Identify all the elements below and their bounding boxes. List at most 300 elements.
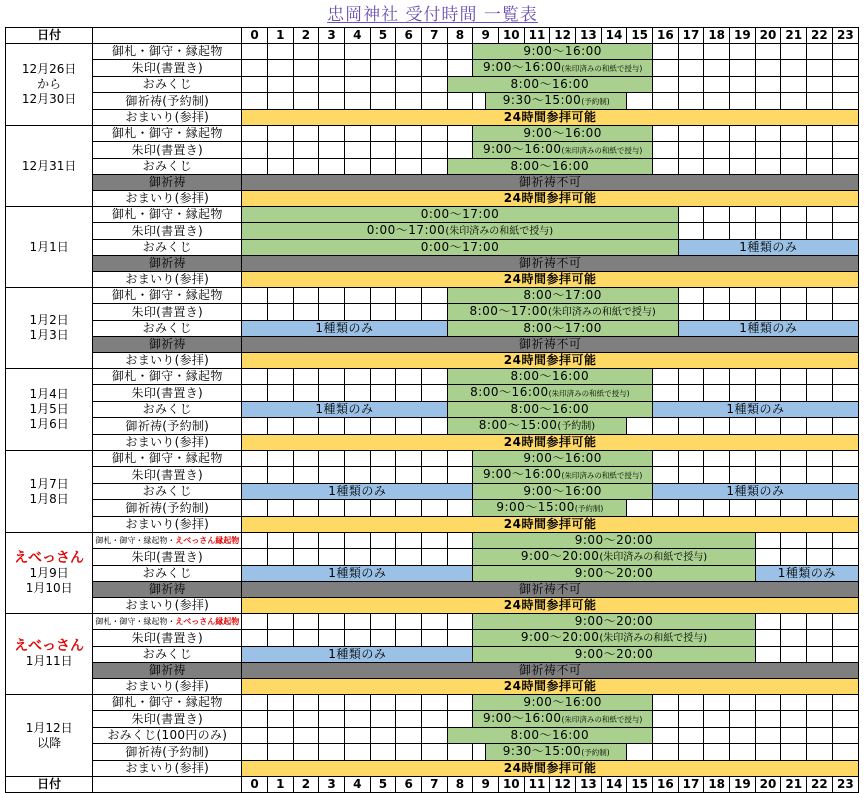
- empty-slot: [807, 467, 833, 484]
- empty-slot: [267, 549, 293, 566]
- date-line: 12月30日: [21, 92, 77, 106]
- hour-label: 6: [396, 777, 422, 793]
- empty-slot: [755, 695, 781, 711]
- empty-slot: [396, 126, 422, 142]
- empty-slot: [832, 500, 858, 517]
- hour-label: 13: [575, 28, 601, 44]
- empty-slot: [267, 93, 293, 110]
- empty-slot: [781, 369, 807, 385]
- hour-label: 5: [370, 777, 396, 793]
- schedule-row: [6, 663, 859, 679]
- empty-slot: [267, 451, 293, 467]
- service-label: 御祈祷: [93, 582, 242, 598]
- empty-slot: [344, 549, 370, 566]
- time-bar: [447, 385, 652, 402]
- time-bar: [473, 500, 627, 517]
- schedule-row: [6, 337, 859, 353]
- empty-slot: [832, 728, 858, 744]
- empty-slot: [242, 711, 268, 728]
- hour-label: 18: [704, 28, 730, 44]
- service-label: 御札・御守・縁起物: [93, 126, 242, 142]
- empty-slot: [319, 451, 345, 467]
- empty-slot: [293, 500, 319, 517]
- empty-slot: [678, 77, 704, 93]
- time-bar: [473, 126, 653, 142]
- empty-slot: [704, 418, 730, 435]
- service-label-prefix: 御札・御守・縁起物・: [95, 617, 176, 626]
- empty-slot: [242, 385, 268, 402]
- empty-slot: [421, 467, 447, 484]
- empty-slot: [730, 44, 756, 60]
- service-label: 御祈祷(予約制): [93, 93, 242, 110]
- empty-slot: [678, 223, 704, 240]
- empty-slot: [807, 744, 833, 761]
- empty-slot: [319, 744, 345, 761]
- empty-slot: [781, 142, 807, 159]
- date-cell: [6, 533, 93, 614]
- hour-label: 2: [293, 777, 319, 793]
- hour-label: 3: [319, 777, 345, 793]
- empty-slot: [755, 728, 781, 744]
- time-bar-text: 1種類のみ: [315, 321, 374, 335]
- time-bar-text: 8:00〜17:00: [469, 304, 548, 318]
- time-bar: [242, 321, 447, 337]
- empty-slot: [653, 451, 679, 467]
- empty-slot: [319, 533, 345, 549]
- empty-slot: [781, 207, 807, 223]
- empty-slot: [370, 728, 396, 744]
- empty-slot: [267, 77, 293, 93]
- empty-slot: [730, 159, 756, 175]
- empty-slot: [293, 304, 319, 321]
- date-cell: [6, 288, 93, 369]
- empty-slot: [267, 711, 293, 728]
- empty-slot: [293, 77, 319, 93]
- time-bar: [473, 484, 653, 500]
- empty-slot: [396, 44, 422, 60]
- hour-label: 17: [678, 28, 704, 44]
- hour-label: 9: [473, 777, 499, 793]
- empty-slot: [396, 77, 422, 93]
- empty-slot: [344, 711, 370, 728]
- hour-label: 16: [653, 777, 679, 793]
- schedule-row: [6, 695, 859, 711]
- hour-label: 20: [755, 28, 781, 44]
- time-bar: [242, 679, 859, 695]
- empty-slot: [421, 614, 447, 630]
- date-cell: [6, 695, 93, 777]
- empty-slot: [678, 369, 704, 385]
- empty-slot: [678, 744, 704, 761]
- schedule-row: [6, 402, 859, 418]
- time-bar-text: 9:00〜15:00: [496, 500, 575, 514]
- time-bar: [242, 663, 859, 679]
- time-bar-text: 1種類のみ: [739, 240, 798, 254]
- empty-slot: [781, 711, 807, 728]
- hour-label: 8: [447, 28, 473, 44]
- time-bar-text: 24時間参拝可能: [503, 353, 597, 367]
- time-bar: [242, 647, 473, 663]
- empty-slot: [755, 93, 781, 110]
- time-bar: [242, 175, 859, 191]
- empty-slot: [447, 630, 473, 647]
- schedule-row: [6, 240, 859, 256]
- empty-slot: [807, 126, 833, 142]
- empty-slot: [755, 451, 781, 467]
- empty-slot: [242, 159, 268, 175]
- empty-slot: [730, 385, 756, 402]
- time-bar: [678, 240, 858, 256]
- empty-slot: [704, 93, 730, 110]
- empty-slot: [242, 126, 268, 142]
- empty-slot: [370, 126, 396, 142]
- time-bar: [242, 484, 473, 500]
- empty-slot: [678, 288, 704, 304]
- empty-slot: [447, 711, 473, 728]
- time-bar-text: 1種類のみ: [328, 484, 387, 498]
- empty-slot: [781, 159, 807, 175]
- time-bar: [486, 744, 627, 761]
- schedule-row: [6, 614, 859, 630]
- empty-slot: [396, 418, 422, 435]
- date-line: 1月5日: [29, 402, 69, 416]
- time-bar: [653, 484, 859, 500]
- hour-label: 19: [730, 777, 756, 793]
- hour-label: 12: [550, 777, 576, 793]
- empty-slot: [344, 93, 370, 110]
- empty-slot: [396, 304, 422, 321]
- schedule-row: [6, 304, 859, 321]
- empty-slot: [293, 93, 319, 110]
- empty-slot: [755, 369, 781, 385]
- empty-slot: [755, 304, 781, 321]
- empty-slot: [832, 695, 858, 711]
- date-line: 12月26日: [21, 62, 77, 76]
- time-bar: [447, 321, 678, 337]
- empty-slot: [242, 60, 268, 77]
- empty-slot: [755, 500, 781, 517]
- schedule-row: [6, 744, 859, 761]
- empty-slot: [832, 451, 858, 467]
- empty-slot: [704, 288, 730, 304]
- time-bar: [242, 566, 473, 582]
- schedule-row: [6, 582, 859, 598]
- empty-slot: [396, 549, 422, 566]
- service-label: 御札・御守・縁起物: [93, 369, 242, 385]
- empty-slot: [781, 451, 807, 467]
- time-bar: [242, 353, 859, 369]
- schedule-row: [6, 517, 859, 533]
- empty-slot: [242, 288, 268, 304]
- empty-slot: [370, 711, 396, 728]
- empty-slot: [755, 142, 781, 159]
- empty-slot: [781, 728, 807, 744]
- empty-slot: [807, 207, 833, 223]
- empty-slot: [730, 369, 756, 385]
- empty-slot: [267, 369, 293, 385]
- service-label: 朱印(書置き): [93, 549, 242, 566]
- time-bar: [242, 223, 678, 240]
- time-bar: [447, 418, 627, 435]
- service-label: 朱印(書置き): [93, 304, 242, 321]
- empty-slot: [319, 500, 345, 517]
- schedule-row: [6, 44, 859, 60]
- empty-slot: [678, 451, 704, 467]
- empty-slot: [704, 159, 730, 175]
- time-bar: [447, 159, 652, 175]
- empty-slot: [267, 159, 293, 175]
- item-header-blank: [93, 28, 242, 44]
- empty-slot: [396, 60, 422, 77]
- empty-slot: [755, 207, 781, 223]
- hour-label: 3: [319, 28, 345, 44]
- hour-label: 0: [242, 28, 268, 44]
- empty-slot: [678, 385, 704, 402]
- empty-slot: [781, 500, 807, 517]
- empty-slot: [293, 44, 319, 60]
- schedule-row: [6, 159, 859, 175]
- empty-slot: [832, 369, 858, 385]
- hour-label: 1: [267, 28, 293, 44]
- time-bar: [473, 467, 653, 484]
- empty-slot: [781, 288, 807, 304]
- empty-slot: [319, 44, 345, 60]
- empty-slot: [447, 467, 473, 484]
- empty-slot: [293, 288, 319, 304]
- empty-slot: [807, 159, 833, 175]
- schedule-row: [6, 272, 859, 288]
- empty-slot: [344, 695, 370, 711]
- time-bar-text: 8:00〜16:00: [470, 385, 549, 399]
- empty-slot: [678, 711, 704, 728]
- time-bar-text: 24時間参拝可能: [503, 517, 597, 531]
- empty-slot: [421, 44, 447, 60]
- empty-slot: [755, 60, 781, 77]
- date-cell: [6, 126, 93, 207]
- empty-slot: [319, 77, 345, 93]
- empty-slot: [730, 451, 756, 467]
- empty-slot: [421, 711, 447, 728]
- empty-slot: [447, 126, 473, 142]
- empty-slot: [755, 44, 781, 60]
- schedule-row: [6, 435, 859, 451]
- empty-slot: [267, 60, 293, 77]
- time-bar: [473, 44, 653, 60]
- empty-slot: [421, 93, 447, 110]
- empty-slot: [832, 223, 858, 240]
- empty-slot: [781, 614, 807, 630]
- empty-slot: [370, 159, 396, 175]
- empty-slot: [344, 385, 370, 402]
- time-bar-text: 9:30〜15:00: [502, 744, 582, 758]
- time-bar-text: 9:00〜16:00: [523, 484, 602, 498]
- empty-slot: [344, 142, 370, 159]
- empty-slot: [242, 744, 268, 761]
- hour-label: 6: [396, 28, 422, 44]
- hour-label: 14: [601, 28, 627, 44]
- service-label: 朱印(書置き): [93, 711, 242, 728]
- time-bar: [653, 402, 859, 418]
- time-bar-text: 1種類のみ: [328, 566, 387, 580]
- service-label: 朱印(書置き): [93, 385, 242, 402]
- empty-slot: [755, 647, 781, 663]
- time-bar: [473, 533, 755, 549]
- empty-slot: [319, 159, 345, 175]
- hour-label: 12: [550, 28, 576, 44]
- empty-slot: [653, 467, 679, 484]
- empty-slot: [242, 533, 268, 549]
- empty-slot: [267, 500, 293, 517]
- service-label: おまいり(参拝): [93, 761, 242, 777]
- schedule-row: [6, 60, 859, 77]
- empty-slot: [370, 549, 396, 566]
- schedule-row: [6, 385, 859, 402]
- time-bar-text: 24時間参拝可能: [503, 761, 597, 775]
- empty-slot: [370, 44, 396, 60]
- schedule-row: [6, 418, 859, 435]
- hour-label: 22: [807, 28, 833, 44]
- empty-slot: [319, 711, 345, 728]
- empty-slot: [421, 77, 447, 93]
- empty-slot: [267, 467, 293, 484]
- empty-slot: [653, 77, 679, 93]
- empty-slot: [807, 728, 833, 744]
- empty-slot: [704, 60, 730, 77]
- time-bar-note: (予約制): [581, 748, 610, 757]
- empty-slot: [344, 418, 370, 435]
- time-bar-note: (朱印済みの和紙で授与): [561, 715, 643, 724]
- schedule-row: [6, 369, 859, 385]
- hour-label: 20: [755, 777, 781, 793]
- empty-slot: [807, 647, 833, 663]
- empty-slot: [242, 614, 268, 630]
- empty-slot: [370, 142, 396, 159]
- empty-slot: [242, 44, 268, 60]
- time-bar-text: 9:00〜16:00: [482, 142, 562, 156]
- time-bar-note: (朱印済みの和紙で授与): [561, 64, 643, 73]
- time-bar: [242, 761, 859, 777]
- empty-slot: [293, 385, 319, 402]
- empty-slot: [730, 126, 756, 142]
- empty-slot: [319, 467, 345, 484]
- empty-slot: [267, 728, 293, 744]
- time-bar-text: 9:00〜16:00: [482, 60, 562, 74]
- time-bar: [447, 288, 678, 304]
- empty-slot: [293, 549, 319, 566]
- service-label: 御札・御守・縁起物: [93, 207, 242, 223]
- service-label: 朱印(書置き): [93, 630, 242, 647]
- empty-slot: [755, 744, 781, 761]
- empty-slot: [832, 385, 858, 402]
- empty-slot: [730, 467, 756, 484]
- empty-slot: [832, 60, 858, 77]
- empty-slot: [344, 500, 370, 517]
- empty-slot: [678, 500, 704, 517]
- empty-slot: [653, 142, 679, 159]
- empty-slot: [344, 304, 370, 321]
- empty-slot: [781, 549, 807, 566]
- empty-slot: [344, 744, 370, 761]
- time-bar-text: 1種類のみ: [777, 566, 836, 580]
- date-line: 12月31日: [21, 158, 77, 173]
- empty-slot: [781, 647, 807, 663]
- empty-slot: [344, 467, 370, 484]
- empty-slot: [755, 159, 781, 175]
- empty-slot: [755, 77, 781, 93]
- time-bar-text: 8:00〜16:00: [510, 728, 590, 742]
- empty-slot: [832, 159, 858, 175]
- hour-label: 22: [807, 777, 833, 793]
- schedule-row: [6, 126, 859, 142]
- time-bar: [447, 77, 652, 93]
- empty-slot: [421, 533, 447, 549]
- empty-slot: [447, 60, 473, 77]
- schedule-row: [6, 321, 859, 337]
- empty-slot: [807, 614, 833, 630]
- empty-slot: [704, 142, 730, 159]
- schedule-row: [6, 175, 859, 191]
- empty-slot: [344, 630, 370, 647]
- empty-slot: [396, 728, 422, 744]
- empty-slot: [242, 549, 268, 566]
- empty-slot: [293, 711, 319, 728]
- empty-slot: [421, 630, 447, 647]
- service-label: おみくじ: [93, 484, 242, 500]
- time-bar-text: 1種類のみ: [315, 402, 374, 416]
- time-bar-note: (予約制): [557, 421, 596, 432]
- empty-slot: [396, 385, 422, 402]
- empty-slot: [319, 93, 345, 110]
- empty-slot: [319, 304, 345, 321]
- empty-slot: [730, 695, 756, 711]
- time-bar: [242, 207, 678, 223]
- schedule-row: [6, 191, 859, 207]
- service-label: 御祈祷: [93, 663, 242, 679]
- empty-slot: [807, 44, 833, 60]
- empty-slot: [319, 126, 345, 142]
- empty-slot: [730, 288, 756, 304]
- empty-slot: [242, 369, 268, 385]
- empty-slot: [396, 500, 422, 517]
- empty-slot: [781, 533, 807, 549]
- empty-slot: [293, 630, 319, 647]
- time-bar: [447, 728, 652, 744]
- time-bar-text: 9:00〜20:00: [520, 630, 600, 644]
- empty-slot: [396, 288, 422, 304]
- empty-slot: [678, 467, 704, 484]
- empty-slot: [421, 304, 447, 321]
- empty-slot: [704, 385, 730, 402]
- empty-slot: [832, 630, 858, 647]
- empty-slot: [653, 385, 679, 402]
- empty-slot: [807, 533, 833, 549]
- empty-slot: [267, 304, 293, 321]
- time-bar-note: (朱印済みの和紙で授与): [445, 226, 554, 237]
- service-label: おみくじ: [93, 647, 242, 663]
- empty-slot: [653, 711, 679, 728]
- service-label: おまいり(参拝): [93, 517, 242, 533]
- empty-slot: [421, 728, 447, 744]
- empty-slot: [370, 369, 396, 385]
- empty-slot: [704, 728, 730, 744]
- date-line: 1月6日: [29, 417, 69, 431]
- hour-label: 7: [421, 28, 447, 44]
- empty-slot: [627, 500, 653, 517]
- time-bar-text: 9:00〜20:00: [574, 566, 654, 580]
- empty-slot: [421, 451, 447, 467]
- time-bar-note: (朱印済みの和紙で授与): [561, 146, 643, 155]
- empty-slot: [344, 451, 370, 467]
